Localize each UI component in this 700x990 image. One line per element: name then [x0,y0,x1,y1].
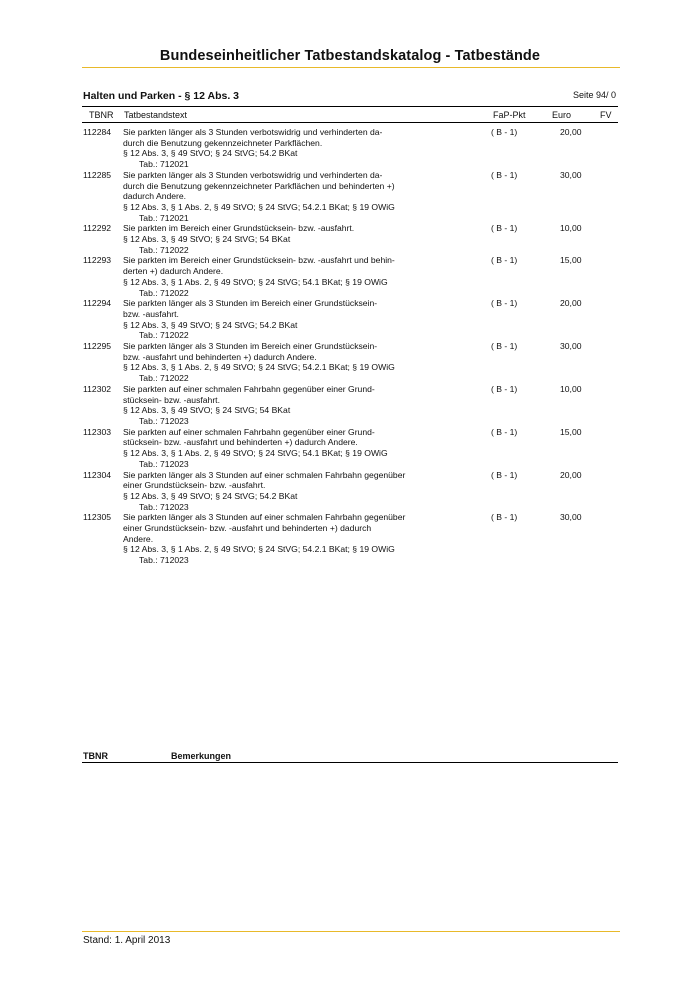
footer-divider [82,931,620,932]
offense-text-line: Andere. [123,533,154,544]
column-header-divider [82,122,618,123]
offense-tbnr: 112292 [83,223,112,234]
offense-text-line: durch die Benutzung gekennzeichneter Parkflächen und behinderten +) [123,180,395,191]
offense-fine: 20,00 [560,298,582,309]
offense-tbnr: 112284 [83,127,112,137]
column-header-fap: FaP-Pkt [493,110,526,120]
offense-tab-reference: Tab.: 712022 [139,287,189,298]
offense-text [123,223,443,255]
offense-text-line: Sie parkten auf einer schmalen Fahrbahn gegenüber einer Grund- [123,426,375,437]
offense-tbnr: 112303 [83,426,112,437]
offense-tab-reference: Tab.: 712022 [139,373,189,384]
offense-tbnr: 112295 [83,341,112,352]
offense-text-line: stücksein- bzw. -ausfahrt und behinderten +) dadurch Andere. [123,437,358,448]
offense-text [123,512,443,566]
column-header-fv: FV [600,110,612,120]
offense-text-line: Sie parkten im Bereich einer Grundstücksein- bzw. -ausfahrt und behin- [123,255,395,266]
offense-text-line: § 12 Abs. 3, § 49 StVO; § 24 StVG; 54.2 BKat [123,319,298,330]
offense-row [83,470,618,513]
offense-tab-reference: Tab.: 712021 [139,159,189,170]
offense-text-line: Sie parkten länger als 3 Stunden auf einer schmalen Fahrbahn gegenüber [123,469,406,480]
footer-date: Stand: 1. April 2013 [83,935,171,946]
offense-tbnr: 112305 [83,512,112,523]
offense-text-line: § 12 Abs. 3, § 1 Abs. 2, § 49 StVO; § 24 StVG; 54.2.1 BKat; § 19 OWiG [123,362,395,373]
offense-text-line: Sie parkten länger als 3 Stunden verbotswidrig und verhinderten da- [123,127,383,137]
offense-text-line: dadurch Andere. [123,191,187,202]
offense-text-line: § 12 Abs. 3, § 49 StVO; § 24 StVG; 54.2 BKat [123,148,298,159]
offense-points: ( B - 1) [491,426,518,437]
offense-row [83,427,618,470]
offense-fine: 15,00 [560,255,582,266]
offense-text-line: § 12 Abs. 3, § 49 StVO; § 24 StVG; 54 BKat [123,405,291,416]
offense-fine: 10,00 [560,383,582,394]
offense-points: ( B - 1) [491,255,518,266]
offense-tab-reference: Tab.: 712023 [139,415,189,426]
column-header-euro: Euro [552,110,572,120]
offense-points: ( B - 1) [491,223,518,234]
offense-text [123,341,443,384]
offense-text [123,255,443,298]
offense-text-line: § 12 Abs. 3, § 1 Abs. 2, § 49 StVO; § 24 StVG; 54.2.1 BKat; § 19 OWiG [123,544,395,555]
offense-text-line: § 12 Abs. 3, § 49 StVO; § 24 StVG; 54.2 BKat [123,490,298,501]
offense-tbnr: 112302 [83,383,112,394]
offense-tab-reference: Tab.: 712022 [139,244,189,255]
offense-text-line: Sie parkten länger als 3 Stunden verbotswidrig und verhinderten da- [123,169,383,180]
remarks-tbnr-header: TBNR [83,751,108,761]
offense-text-line: § 12 Abs. 3, § 1 Abs. 2, § 49 StVO; § 24 StVG; 54.1 BKat; § 19 OWiG [123,448,388,459]
offense-fine: 20,00 [560,127,582,137]
offense-text [123,470,443,513]
offense-fine: 30,00 [560,512,582,523]
offense-text [123,127,443,170]
offense-fine: 15,00 [560,426,582,437]
offense-points: ( B - 1) [491,298,518,309]
offense-points: ( B - 1) [491,469,518,480]
document-title: Bundeseinheitlicher Tatbestandskatalog - Tatbestände [159,48,541,64]
offense-text-line: derten +) dadurch Andere. [123,266,224,277]
offense-text-line: bzw. -ausfahrt und behinderten +) dadurch Andere. [123,351,317,362]
offense-text-line: Sie parkten länger als 3 Stunden im Bereich einer Grundstücksein- [123,341,378,352]
offense-tbnr: 112294 [83,298,112,309]
offense-text [123,427,443,470]
offense-text-line: § 12 Abs. 3, § 1 Abs. 2, § 49 StVO; § 24 StVG; 54.2.1 BKat; § 19 OWiG [123,201,395,212]
offense-tab-reference: Tab.: 712023 [139,501,189,512]
offense-text-line: stücksein- bzw. -ausfahrt. [123,394,220,405]
offense-fine: 20,00 [560,469,582,480]
offense-text-line: durch die Benutzung gekennzeichneter Parkflächen. [123,137,323,148]
offense-points: ( B - 1) [491,512,518,523]
offense-points: ( B - 1) [491,383,518,394]
header-divider [82,67,620,68]
offense-text-line: Sie parkten im Bereich einer Grundstücksein- bzw. -ausfahrt. [123,223,355,234]
offense-tab-reference: Tab.: 712023 [139,555,189,566]
offense-fine: 10,00 [560,223,582,234]
offense-points: ( B - 1) [491,169,518,180]
offense-row [83,341,618,384]
offense-row [83,298,618,341]
offense-row [83,512,618,566]
column-header-text: Tatbestandstext [124,110,188,120]
remarks-header: Bemerkungen [171,751,232,761]
offense-text [123,298,443,341]
offense-text-line: § 12 Abs. 3, § 1 Abs. 2, § 49 StVO; § 24 StVG; 54.1 BKat; § 19 OWiG [123,276,388,287]
offense-list [83,127,618,566]
offense-text-line: § 12 Abs. 3, § 49 StVO; § 24 StVG; 54 BKat [123,234,291,245]
offense-text [123,170,443,224]
column-header-tbnr: TBNR [89,110,114,120]
section-title: Halten und Parken - § 12 Abs. 3 [83,90,239,102]
offense-points: ( B - 1) [491,341,518,352]
page-number: Seite 94/ 0 [572,90,616,100]
offense-points: ( B - 1) [491,127,518,137]
offense-row [83,127,618,170]
offense-text-line: Sie parkten auf einer schmalen Fahrbahn gegenüber einer Grund- [123,383,375,394]
offense-tbnr: 112285 [83,169,112,180]
remarks-divider [82,762,618,763]
offense-fine: 30,00 [560,341,582,352]
offense-text-line: Sie parkten länger als 3 Stunden auf einer schmalen Fahrbahn gegenüber [123,512,406,523]
offense-text [123,384,443,427]
offense-row [83,170,618,224]
section-divider [82,106,618,107]
offense-tbnr: 112293 [83,255,112,266]
offense-row [83,384,618,427]
offense-row [83,255,618,298]
offense-tab-reference: Tab.: 712023 [139,458,189,469]
offense-tab-reference: Tab.: 712022 [139,330,189,341]
offense-text-line: bzw. -ausfahrt. [123,308,179,319]
offense-fine: 30,00 [560,169,582,180]
offense-text-line: Sie parkten länger als 3 Stunden im Bereich einer Grundstücksein- [123,298,378,309]
offense-row [83,223,618,255]
offense-tbnr: 112304 [83,469,112,480]
offense-text-line: einer Grundstücksein- bzw. -ausfahrt. [123,480,266,491]
section-header [83,90,616,104]
offense-text-line: einer Grundstücksein- bzw. -ausfahrt und behinderten +) dadurch [123,523,372,534]
offense-tab-reference: Tab.: 712021 [139,212,189,223]
